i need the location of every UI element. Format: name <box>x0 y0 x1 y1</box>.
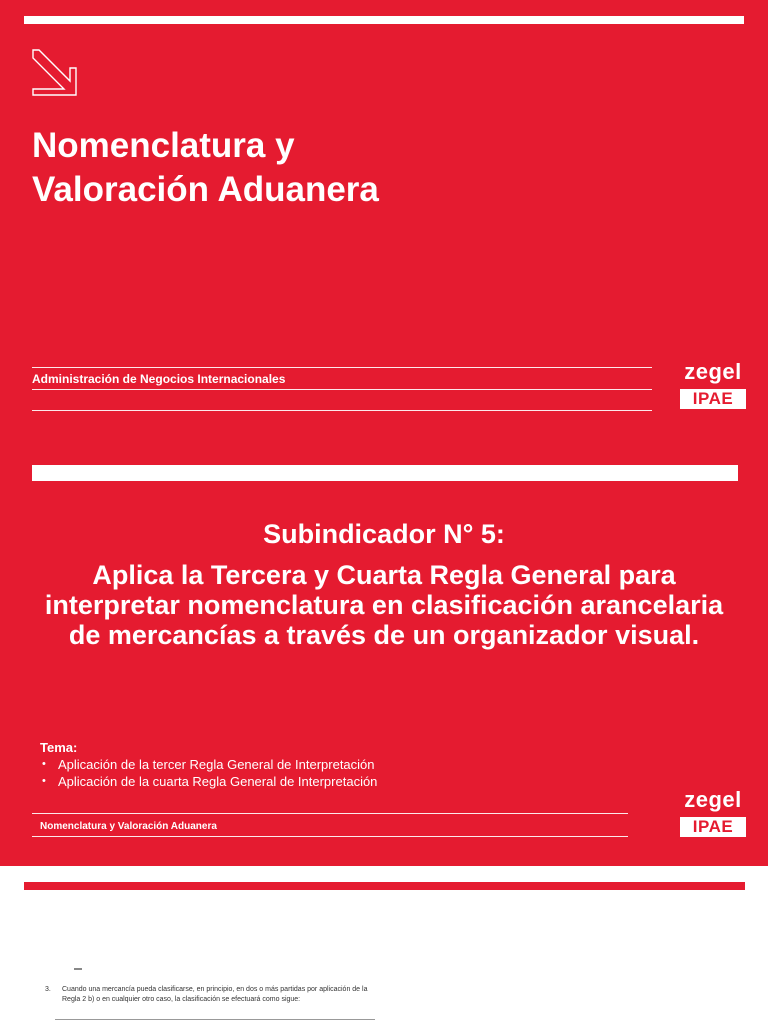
brand-name: zegel <box>684 359 742 384</box>
arrow-down-right-icon <box>30 46 80 98</box>
brand-sub: IPAE <box>680 389 746 409</box>
tema-label: Tema: <box>40 740 78 755</box>
slide-footer: Nomenclatura y Valoración Aduanera <box>40 821 217 832</box>
slide-heading: Subindicador N° 5: <box>263 519 505 549</box>
cover-title-line1: Nomenclatura y <box>32 126 295 165</box>
divider <box>32 410 652 411</box>
divider <box>32 836 628 837</box>
tema-list <box>40 756 377 790</box>
cover-subtitle: Administración de Negocios Internacionales <box>32 372 286 386</box>
slide-body: Aplica la Tercera y Cuarta Regla General para interpretar nomenclatura en clasificación arancelaria de mercancías a través de un organizador visual. <box>44 560 724 650</box>
item-number: 3. <box>45 986 51 993</box>
brand-logo <box>680 789 746 837</box>
top-white-bar <box>32 465 738 481</box>
slide-subindicador <box>0 433 768 866</box>
document-item <box>45 985 375 1005</box>
top-white-bar <box>24 16 744 24</box>
slide-cover <box>0 0 768 433</box>
tema-block <box>40 740 377 790</box>
page-top-red-bar <box>24 882 745 890</box>
cover-title <box>32 124 632 212</box>
list-item: • Aplicación de la tercer Regla General de Interpretación <box>40 756 377 773</box>
scan-mark <box>74 968 82 970</box>
brand-logo <box>680 361 746 409</box>
brand-name: zegel <box>684 787 742 812</box>
brand-sub: IPAE <box>680 817 746 837</box>
cover-title-line2: Valoración Aduanera <box>32 170 379 209</box>
list-item: • Aplicación de la cuarta Regla General de Interpretación <box>40 773 377 790</box>
divider <box>55 1019 375 1020</box>
divider <box>32 389 652 390</box>
item-text: Cuando una mercancía pueda clasificarse, en principio, en dos o más partidas por aplicación de la Regla 2 b) o en cualquier otro caso, la clasificación se efectuará como sigue: <box>62 986 368 1003</box>
divider <box>32 367 652 368</box>
divider <box>32 813 628 814</box>
